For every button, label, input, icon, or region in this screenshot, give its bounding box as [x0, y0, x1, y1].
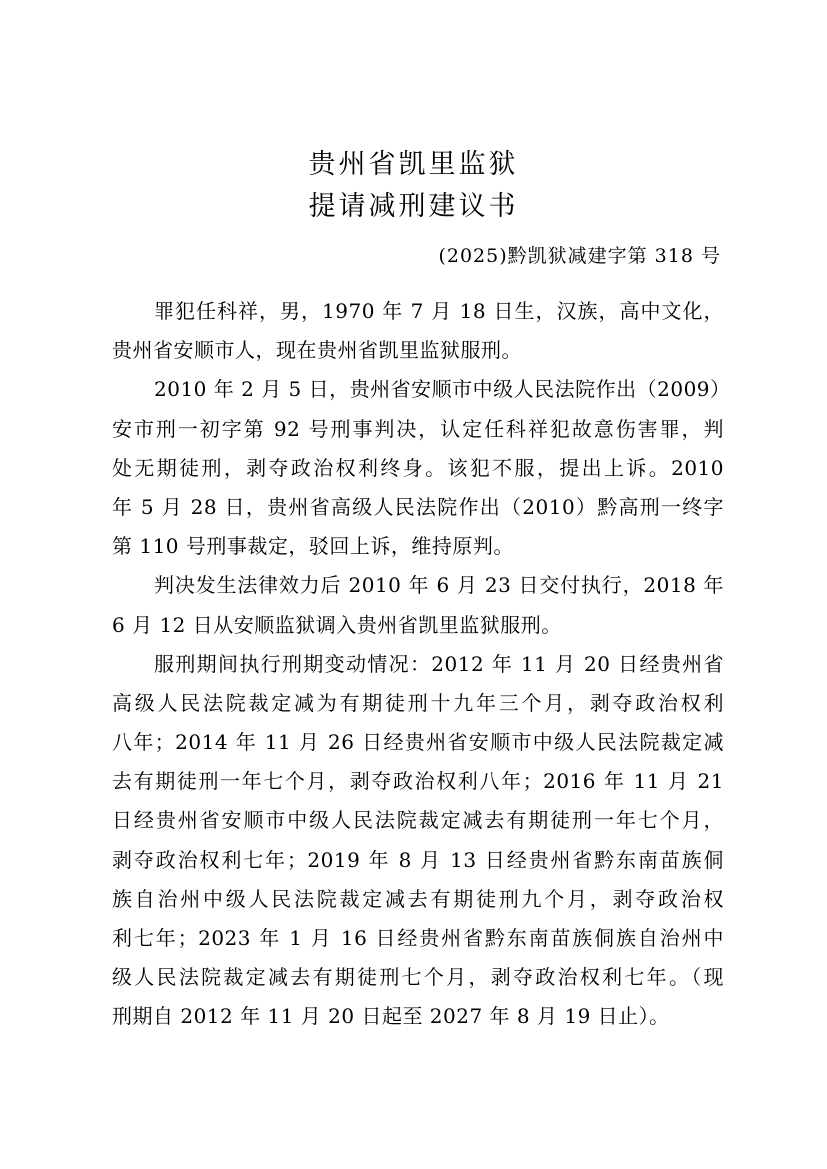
- paragraph-4-line-3: 八年；2014 年 11 月 26 日经贵州省安顺市中级人民法院裁定减: [112, 730, 724, 755]
- paragraph-2-line-4: 年 5 月 28 日，贵州省高级人民法院作出（2010）黔高刑一终字: [112, 494, 724, 519]
- paragraph-3-line-2: 6 月 12 日从安顺监狱调入贵州省凯里监狱服刑。: [112, 612, 562, 637]
- paragraph-4-line-5: 日经贵州省安顺市中级人民法院裁定减去有期徒刑一年七个月，: [112, 808, 724, 833]
- paragraph-2-line-2: 安市刑一初字第 92 号刑事判决，认定任科祥犯故意伤害罪，判: [112, 416, 724, 441]
- paragraph-4-line-8: 利七年；2023 年 1 月 16 日经贵州省黔东南苗族侗族自治州中: [112, 926, 724, 950]
- paragraph-3-line-1: 判决发生法律效力后 2010 年 6 月 23 日交付执行，2018 年: [154, 573, 724, 598]
- paragraph-4-line-10: 刑期自 2012 年 11 月 20 日起至 2027 年 8 月 19 日止）。: [112, 1004, 670, 1029]
- document-title-line1: 贵州省凯里监狱: [308, 149, 519, 180]
- document-body: [112, 292, 731, 1037]
- paragraph-2-line-5: 第 110 号刑事裁定，驳回上诉，维持原判。: [112, 534, 514, 559]
- paragraph-4-line-9: 级人民法院裁定减去有期徒刑七个月，剥夺政治权利七年。（现: [112, 965, 724, 990]
- paragraph-1-line-1: 罪犯任科祥，男，1970 年 7 月 18 日生，汉族，高中文化，: [154, 299, 724, 323]
- document-title-line2: 提请减刑建议书: [308, 191, 519, 222]
- paragraph-1-line-2: 贵州省安顺市人，现在贵州省凯里监狱服刑。: [112, 338, 522, 363]
- paragraph-4-line-4: 去有期徒刑一年七个月，剥夺政治权利八年；2016 年 11 月 21: [112, 769, 724, 794]
- paragraph-2-line-1: 2010 年 2 月 5 日，贵州省安顺市中级人民法院作出（2009）: [154, 377, 731, 402]
- document-number: (2025)黔凯狱减建字第 318 号: [438, 245, 721, 267]
- paragraph-2-line-3: 处无期徒刑，剥夺政治权利终身。该犯不服，提出上诉。2010: [112, 455, 724, 480]
- paragraph-4-line-1: 服刑期间执行刑期变动情况：2012 年 11 月 20 日经贵州省: [154, 651, 724, 676]
- paragraph-4-line-6: 剥夺政治权利七年；2019 年 8 月 13 日经贵州省黔东南苗族侗: [112, 847, 724, 872]
- paragraph-4-line-2: 高级人民法院裁定减为有期徒刑十九年三个月，剥夺政治权利: [112, 690, 724, 715]
- paragraph-4-line-7: 族自治州中级人民法院裁定减去有期徒刑九个月，剥夺政治权: [112, 886, 724, 911]
